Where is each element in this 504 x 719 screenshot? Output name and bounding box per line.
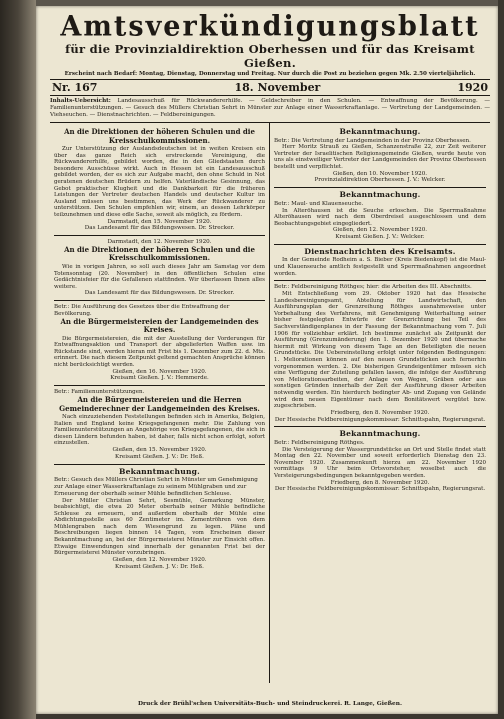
article-signature: Kreisamt Gießen. J. V.: Welcker. xyxy=(335,234,425,241)
article-feldbereinigung xyxy=(274,281,486,427)
article-gedaechtnisfeier xyxy=(54,236,265,301)
article-versteigerung xyxy=(274,427,486,496)
article-reference: Betr.: Gesuch des Müllers Christian Sehrt in Münster um Genehmigung zur Anlage einer Wasserkraftanlage zu seinem Mühlgraben und zur Erneuerung der oberhalb seiner Mühle befindlichen Schleuse. xyxy=(54,477,258,497)
article-place-date: Darmstadt, den 12. November 1920. xyxy=(107,239,212,246)
article-body: Zur Unterstützung der Auslandsdeutschen ist in weiten Kreisen ein über das ganze Reich sich erstreckende Vereinigung, die Rückwandererhilfe, gebildet worden, die in den Gliedstaaten durch besondere Ausschüsse wirkt. Auch in Hessen ist ein Landesausschuß gebildet worden, der es sich zur Aufgabe macht, den ohne Schuld in Not geratenen deutschen Brüdern zu helfen. Vaterländische Gesinnung, das Gebot praktischer Klugheit und die Dankbarkeit für die früheren Leistungen der Vertreter deutschen Handels und deutscher Kultur im Ausland müssen uns bestimmen, das Werk der Rückwanderer zu unterstützen. Den Schulen empfehlen wir, einem, an dessen Lehrkörper teilzunehmen und diese edle Sache, soweit als möglich, zu fördern. xyxy=(54,146,265,218)
issue-number: Nr. 167 xyxy=(52,81,98,94)
article-vertretung xyxy=(274,125,486,188)
issue-date: 18. November xyxy=(234,81,321,94)
article-body: Die Bürgermeistereien, die mit der Ausstellung der Vorderungen für Entwaffnungsaktion und Transport der abgelieferten Waffen usw. im Rückstande sind, werden hieran mit Frist bis 1. Dezember zum 22. d. Mts. erinnert. Die nach diesem Zeitpunkt geltend gemachten Ansprüche können nicht berücksichtigt werden. xyxy=(54,335,265,369)
article-title: An die Bürgermeistereien der Landgemeinden des Kreises. xyxy=(60,316,259,335)
article-reference: Betr.: Feldbereinigung Röthges; hier: die Arbeiten des III. Abschnitts. xyxy=(274,284,472,291)
article-reference: Betr.: Familienunterstützungen. xyxy=(54,389,145,396)
article-signature: Provinzialdirektion Oberhessen. J. V.: Welcker. xyxy=(314,177,446,184)
issue-year: 1920 xyxy=(457,81,488,94)
article-title: An die Bürgermeistereien und die Herren Gemeinderechner der Landgemeinden des Kreises. xyxy=(59,395,260,413)
book-bottom-edge xyxy=(36,714,504,719)
article-place-date: Gießen, den 12. November 1920. xyxy=(112,556,207,563)
article-body: Die Versteigerung der Wassergrundstücke an Ort und Stelle findet statt Montag den 22. November und soweit erforderlich Dienstag den 23. November 1920. Zusammenkunft hierzu am 22. November 1920 vormittags 9 Uhr beim Ortsvorsteher, woselbst auch die Versteigerungsbedingungen bekanntgegeben werden. xyxy=(274,446,486,479)
article-entwaffnung xyxy=(54,301,265,386)
article-title: Bekanntmachung. xyxy=(118,466,201,476)
masthead-tagline: Erscheint nach Bedarf: Montag, Dienstag, Donnerstag und Freitag. Nur durch die Post zu beziehen gegen Mk. 2.50 vierteljährlich. xyxy=(64,71,476,77)
article-signature: Das Landesamt für das Bildungswesen. Dr. Strecker. xyxy=(84,290,235,297)
article-place-date: Gießen, den 16. November 1920. xyxy=(112,368,207,375)
article-reference: Betr.: Feldbereinigung Röthges. xyxy=(274,439,365,446)
printer-imprint: Druck der Brühl'schen Universitäts-Buch- und Steindruckerei. R. Lange, Gießen. xyxy=(138,701,402,707)
article-reference: Betr.: Die Vertretung der Landgemeinden in der Provinz Oberhessen. xyxy=(274,137,471,144)
article-place-date: Gießen, den 10. November 1920. xyxy=(332,170,428,177)
article-title: An die Direktionen der höheren Schulen und die Kreisschulkommissionen. xyxy=(64,244,255,263)
article-columns xyxy=(50,123,490,683)
issue-bar xyxy=(50,79,490,96)
article-body: Der Müller Christian Sehrt, Sesmühle, Gemarkung Münster, beabsichtigt, die etwa 20 Meter oberhalb seiner Mühle befindliche Schleuse zu erneuern, und außerdem oberhalb der Mühle eine Abdichtungsstelle aus 60 Zentimeter im. Zementröhren von dem Mühlengraben nach dem Wiesengrund zu legen. Pläne und Beschreibungen liegen binnen 14 Tagen, vom Erscheinen dieser Bekanntmachung an, bei der Bürgermeisterei Münster zur Einsicht offen. Etwaige Einwendungen sind innerhalb der genannten Frist bei der Bürgermeisterei Münster vorzubringen. xyxy=(54,497,265,557)
article-place-date: Darmstadt, den 15. November 1920. xyxy=(107,218,212,225)
article-wasserkraftanlage xyxy=(54,465,265,574)
left-column xyxy=(50,123,270,683)
article-title: Dienstnachrichten des Kreisamts. xyxy=(304,246,456,256)
article-signature: Kreisamt Gießen. J. V.: Hemmerde. xyxy=(110,375,209,382)
article-signature: Kreisamt Gießen. J. V.: Dr. Heß. xyxy=(115,453,204,460)
toc-text: Landesausschuß für Rückwandererhilfe. — Geldschreiber in den Schulen. — Entwaffnung der Bevölkerung. — Familienunterstützungen. — Gesuch des Müllers Christian Sehrt in Münster zur Anlage einer Wasserkraftanlage. — Vertretung der Landgemeinden. — Viehseuchen. — Dienstnachrichten. — Feldbereinigungen. xyxy=(50,98,491,118)
article-title: An die Direktionen der höheren Schulen und die Kreisschulkommissionen. xyxy=(64,127,255,145)
article-dienstnachrichten xyxy=(274,245,486,281)
article-body: Mit Entschließung vom 29. Oktober 1920 hat das Hessische Landesbereinigungsamt, Abteilung für Landwirtschaft, den Ausführungsplan der Grenzreihung Röthges ausnahmsweise unter Vorbehaltung des Verfahrens, mit Genehmigung Weiterhaltung seiner bisher festgelegten Entwürfe der Grenzrichtung bei Teil des Sachverständigenplanes in der Fassung der Bekanntmachung vom 7. Juli 1906 für vollziehbar erklärt. Ich bestimme zunächst als Zeitpunkt der Ausführung (Grenzumänderung) den 1. Dezember 1920 und übermache hiermit mit Wirkung von diesem Tage an den Beteiligten die neuen Grundstücke. Die Uebereinstellung erfolgt unter folgenden Bedingungen: 1. Meliorationen können auf den neuen Grundstücken auch fernerhin vorgenommen werden. 2. Die bisherigen Grundeigentümer müssen sich eine Verfügung der Zuteilung gefallen lassen, die infolge der Ausführung von Meliorationsarbeiten, der Anlage von Wegen, Gräben oder aus sonstigen Gründen innerhalb der Zeit der Ausführung dieser Arbeiten notwendig werden. Ein hierdurch bedingter Ab- und Zugang von Gelände wird dem neuen Eigentümer nach dem Bonitätswert vergütet bzw. zugeschrieben. xyxy=(274,291,486,410)
article-place-date: Gießen, den 15. November 1920. xyxy=(112,447,207,454)
article-familienunterstuetzung xyxy=(54,386,265,464)
article-klauenseuche xyxy=(274,188,486,245)
article-signature: Der Hessische Feldbereinigungskommissar: Schnittspahn, Regierungsrat. xyxy=(274,416,486,423)
book-binding xyxy=(0,0,36,719)
article-title: Bekanntmachung. xyxy=(339,127,421,136)
article-reference: Betr.: Die Ausführung des Gesetzes über die Entwaffnung der Bevölkerung. xyxy=(54,304,230,317)
toc-label: Inhalts-Uebersicht: xyxy=(50,98,111,104)
article-place-date: Gießen, den 12. November 1920. xyxy=(332,227,428,234)
article-signature: Der Hessische Feldbereinigungskommissar: Schnittspahn, Regierungsrat. xyxy=(274,486,486,493)
article-body: Nach einzuziehenden Feststellungen befinden sich in Amerika, Belgien, Italien und England keine Kriegsgefangenen mehr. Die Zahlung von Familienunterstützungen an Angehörige von Kriegsgefangenen, die sich in diesen Ländern befunden haben, ist daher, falls nicht schon erfolgt, sofort einzustellen. xyxy=(54,414,265,447)
article-signature: Kreisamt Gießen. J. V.: Dr. Heß. xyxy=(115,563,204,570)
article-body: Herr Moritz Strauß zu Gießen, Schanzenstraße 22, zur Zeit weiterer Vertreter der Israelitischen Religionsgemeinde Gießen, wurde heute von uns als einstweiliger Vertreter der Landgemeinden der Provinz Oberhessen bestellt und verpflichtet. xyxy=(274,144,486,171)
article-signature: Das Landesamt für das Bildungswesen. Dr. Strecker. xyxy=(84,225,235,232)
book-edge xyxy=(498,0,504,719)
right-column xyxy=(270,123,490,683)
article-place-date: Friedberg, den 8. November 1920. xyxy=(330,409,430,416)
masthead-title: Amtsverkündigungsblatt xyxy=(60,10,480,43)
article-reference: Betr.: Maul- und Klauenseuche. xyxy=(274,200,364,207)
newspaper-page xyxy=(36,6,498,714)
article-title: Bekanntmachung. xyxy=(339,190,421,200)
article-place-date: Friedberg, den 8. November 1920. xyxy=(330,479,430,486)
masthead-subtitle: für die Provinzialdirektion Oberhessen und für das Kreisamt Gießen. xyxy=(65,42,475,70)
table-of-contents xyxy=(50,96,490,123)
article-body: Wie in vorigen Jahren, so soll auch dieses Jahr am Samstag vor dem Totensonntag (20. November) in den öffentlichen Schulen eine Gedächtnisfeier für die Gefallenen stattfinden. Wir überlassen Ihnen alles weitere. xyxy=(54,263,265,290)
article-body: In der Gemeinde Rodheim a. S. Bieber (Kreis Biedenkopf) ist die Maul- und Klauenseuche amtlich festgestellt und Sperrmaßnahmen angeordnet worden. xyxy=(274,257,486,277)
article-rueckwandererhilfe xyxy=(54,125,265,236)
article-body: In Alteröhausen ist die Seuche erloschen. Die Sperrmaßnahme Alteröhausen wird nach dem Oberdreisel ausgeschlossen und dem Beobachtungsgebiet eingegliedert. xyxy=(274,207,486,227)
article-title: Bekanntmachung. xyxy=(339,429,421,439)
